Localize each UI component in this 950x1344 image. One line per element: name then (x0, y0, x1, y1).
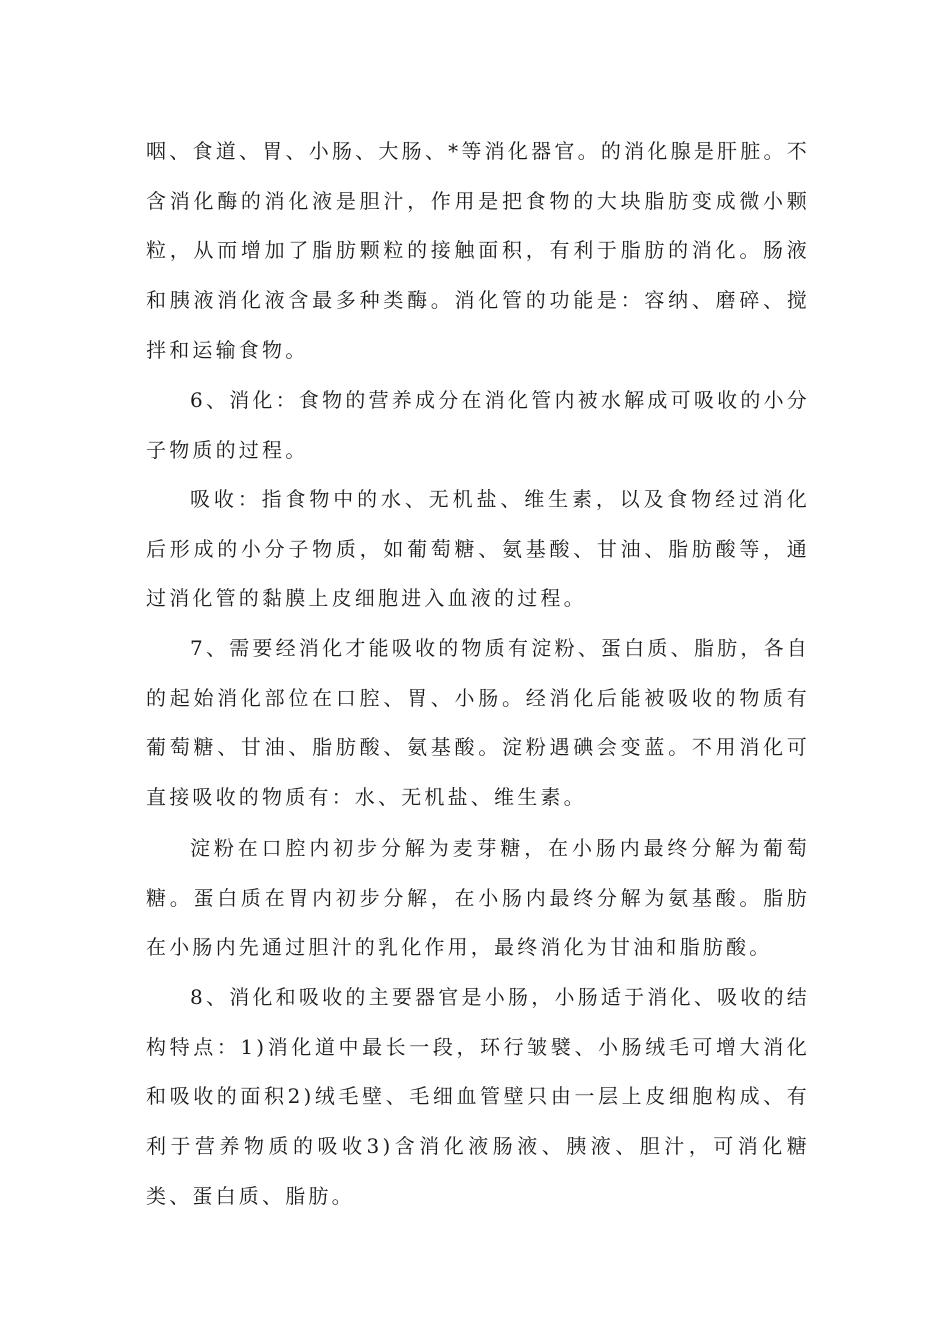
paragraph-small-intestine: 8、消化和吸收的主要器官是小肠，小肠适于消化、吸收的结构特点：1)消化道中最长一段，环行皱襞、小肠绒毛可增大消化和吸收的面积2)绒毛壁、毛细血管壁只由一层上皮细胞构成、有利于营养物质的吸收3)含消化液肠液、胰液、胆汁，可消化糖类、蛋白质、脂肪。 (146, 985, 810, 1208)
paragraph-absorption-definition: 吸收：指食物中的水、无机盐、维生素，以及食物经过消化后形成的小分子物质，如葡萄糖、氨基酸、甘油、脂肪酸等，通过消化管的黏膜上皮细胞进入血液的过程。 (146, 487, 810, 611)
paragraph-digestion-definition: 6、消化：食物的营养成分在消化管内被水解成可吸收的小分子物质的过程。 (146, 388, 810, 462)
paragraph-digestive-organs: 咽、食道、胃、小肠、大肠、*等消化器官。的消化腺是肝脏。不含消化酶的消化液是胆汁，作用是把食物的大块脂肪变成微小颗粒，从而增加了脂肪颗粒的接触面积，有利于脂肪的消化。肠液和胰液消化液含最多种类酶。消化管的功能是：容纳、磨碎、搅拌和运输食物。 (146, 139, 810, 362)
paragraph-nutrient-digestion: 7、需要经消化才能吸收的物质有淀粉、蛋白质、脂肪，各自的起始消化部位在口腔、胃、小肠。经消化后能被吸收的物质有葡萄糖、甘油、脂肪酸、氨基酸。淀粉遇碘会变蓝。不用消化可直接吸收的物质有：水、无机盐、维生素。 (146, 636, 810, 810)
paragraph-breakdown-process: 淀粉在口腔内初步分解为麦芽糖，在小肠内最终分解为葡萄糖。蛋白质在胃内初步分解，在小肠内最终分解为氨基酸。脂肪在小肠内先通过胆汁的乳化作用，最终消化为甘油和脂肪酸。 (146, 836, 810, 960)
